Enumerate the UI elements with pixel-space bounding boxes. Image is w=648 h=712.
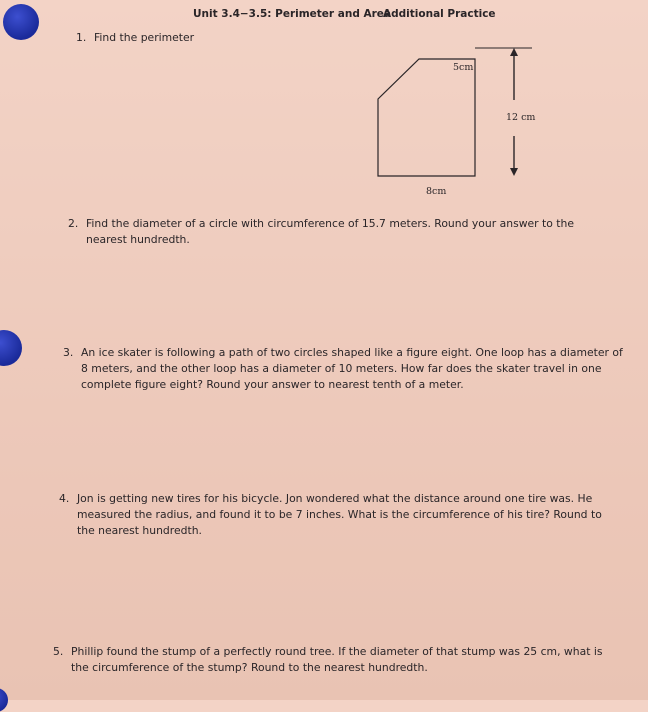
binder-hole xyxy=(0,330,22,366)
question-1 xyxy=(76,30,376,46)
question-number: 5. xyxy=(53,645,64,658)
question-2 xyxy=(68,216,616,248)
question-text: Find the perimeter xyxy=(94,31,195,44)
question-text: Jon is getting new tires for his bicycle. Jon wondered what the distance around one tire was. He measured the radius, and found it to be 7 inches. What is the circumference of his tire? Round to the nearest hundredth. xyxy=(77,492,602,537)
question-number: 3. xyxy=(63,346,74,359)
base-length-label: 8cm xyxy=(426,186,447,197)
question-5 xyxy=(53,644,618,676)
pentagon-figure xyxy=(360,40,560,205)
question-text: Phillip found the stump of a perfectly round tree. If the diameter of that stump was 25 cm, what is the circumference of the stump? Round to the nearest hundredth. xyxy=(71,645,603,674)
height-label: 12 cm xyxy=(506,112,536,123)
arrowhead-up-icon xyxy=(510,48,518,56)
binder-hole xyxy=(0,688,8,712)
question-number: 2. xyxy=(68,217,79,230)
question-3 xyxy=(63,345,623,393)
question-number: 4. xyxy=(59,492,70,505)
question-text: Find the diameter of a circle with circumference of 15.7 meters. Round your answer to the nearest hundredth. xyxy=(86,217,575,246)
question-4 xyxy=(59,491,619,539)
question-text: An ice skater is following a path of two circles shaped like a figure eight. One loop has a diameter of 8 meters, and the other loop has a diameter of 10 meters. How far does the skater travel in one complete figure eight? Round your answer to nearest tenth of a meter. xyxy=(81,346,623,391)
worksheet-title: Unit 3.4−3.5: Perimeter and Area xyxy=(193,8,392,20)
worksheet-subtitle: Additional Practice xyxy=(383,8,496,20)
question-number: 1. xyxy=(76,31,87,44)
arrowhead-down-icon xyxy=(510,168,518,176)
binder-hole xyxy=(3,4,39,40)
house-pentagon-shape xyxy=(378,59,475,176)
side-length-label: 5cm xyxy=(453,62,474,73)
